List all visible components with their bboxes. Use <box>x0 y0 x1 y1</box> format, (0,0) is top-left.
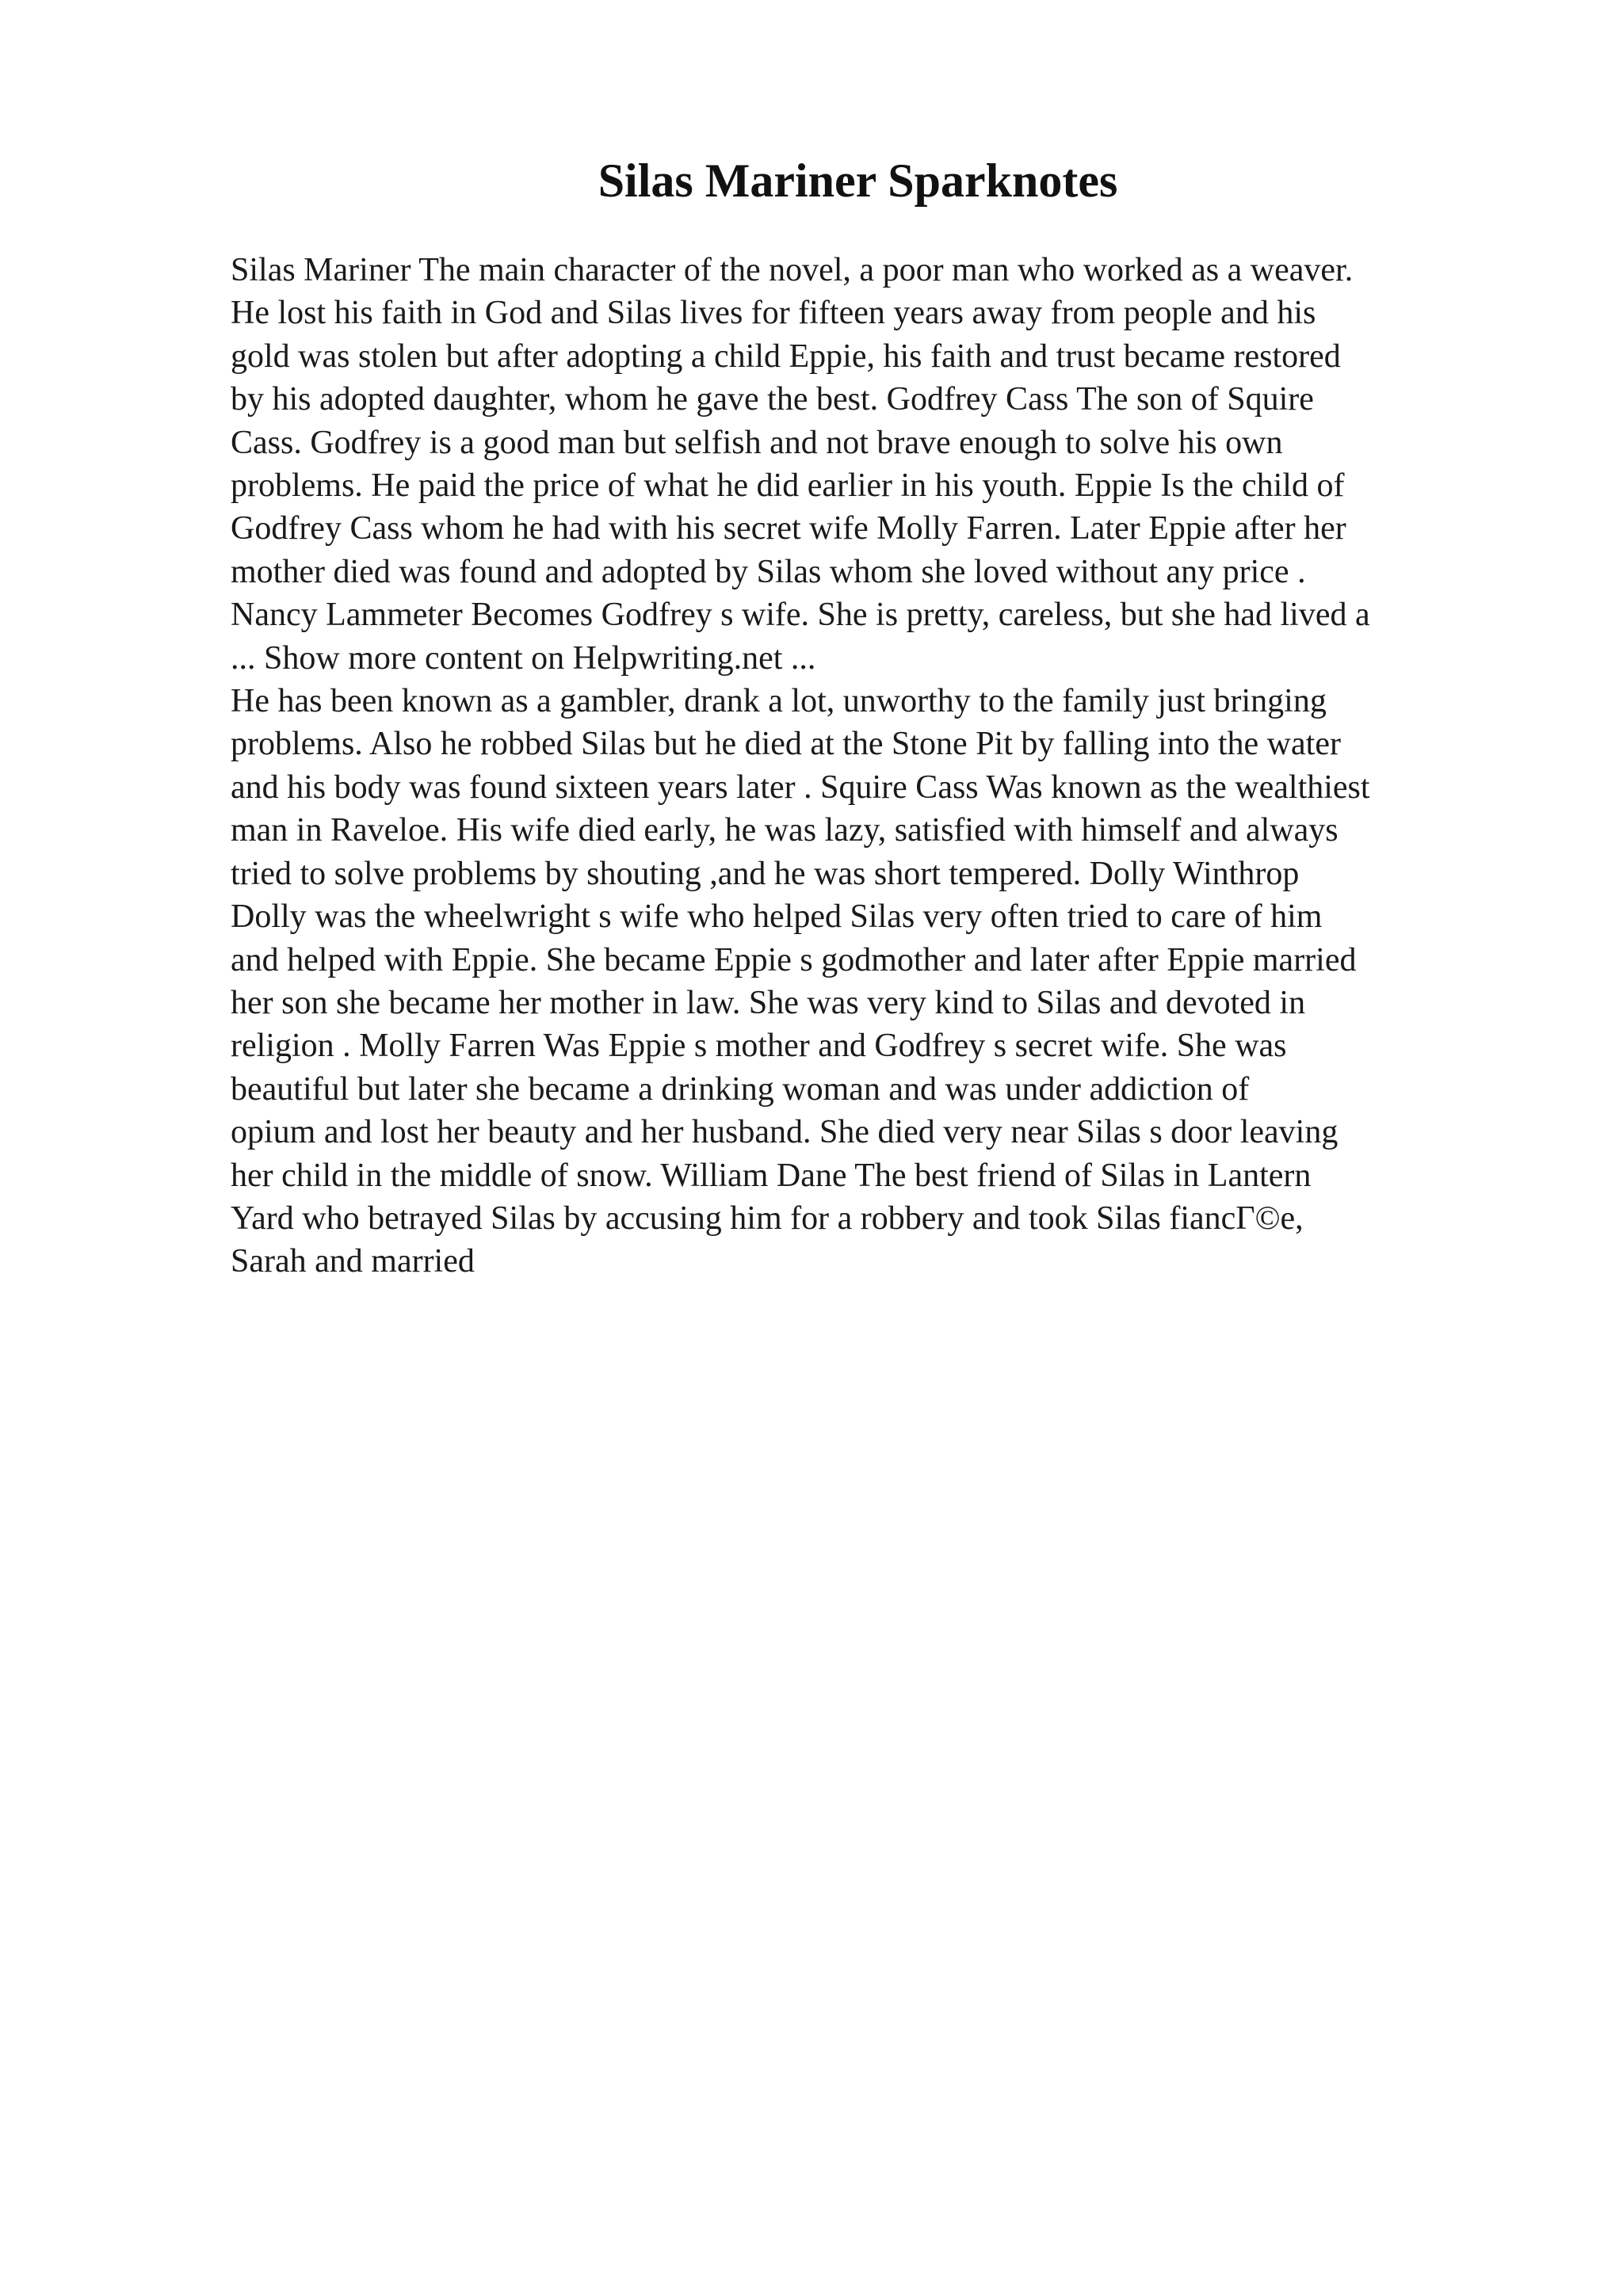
body-line: Cass. Godfrey is a good man but selfish and not brave enough to solve his own <box>231 424 1283 461</box>
body-line: problems. He paid the price of what he did earlier in his youth. Eppie Is the child of <box>231 467 1345 505</box>
body-line: beautiful but later she became a drinking woman and was under addiction of <box>231 1070 1250 1108</box>
body-line: mother died was found and adopted by Silas whom she loved without any price . <box>231 553 1306 590</box>
body-line: He has been known as a gambler, drank a lot, unworthy to the family just bringing <box>231 683 1327 720</box>
document-title: Silas Mariner Sparknotes <box>598 154 1118 207</box>
body-line: man in Raveloe. His wife died early, he was lazy, satisfied with himself and always <box>231 812 1338 849</box>
body-line: tried to solve problems by shouting ,and he was short tempered. Dolly Winthrop <box>231 855 1300 892</box>
body-line: Sarah and married <box>231 1243 475 1280</box>
body-line: her child in the middle of snow. William Dane The best friend of Silas in Lantern <box>231 1157 1312 1194</box>
body-line: problems. Also he robbed Silas but he died at the Stone Pit by falling into the water <box>231 726 1341 763</box>
body-line: her son she became her mother in law. She was very kind to Silas and devoted in <box>231 984 1306 1021</box>
show-more-line: ... Show more content on Helpwriting.net ... <box>231 639 816 677</box>
body-line: opium and lost her beauty and her husband. She died very near Silas s door leaving <box>231 1114 1338 1151</box>
body-line: and helped with Eppie. She became Eppie s godmother and later after Eppie married <box>231 941 1357 978</box>
body-line: He lost his faith in God and Silas lives for fifteen years away from people and his <box>231 295 1316 332</box>
body-line: and his body was found sixteen years later . Squire Cass Was known as the wealthiest <box>231 769 1370 806</box>
body-line: religion . Molly Farren Was Eppie s mother and Godfrey s secret wife. She was <box>231 1028 1287 1065</box>
body-line: Yard who betrayed Silas by accusing him for a robbery and took Silas fiancГ©e, <box>231 1199 1304 1237</box>
body-line: Nancy Lammeter Becomes Godfrey s wife. She is pretty, careless, but she had lived a <box>231 597 1370 634</box>
body-line: gold was stolen but after adopting a child Eppie, his faith and trust became restored <box>231 338 1341 375</box>
body-line: Silas Mariner The main character of the novel, a poor man who worked as a weaver. <box>231 252 1354 288</box>
body-line: by his adopted daughter, whom he gave the best. Godfrey Cass The son of Squire <box>231 381 1314 418</box>
body-line: Dolly was the wheelwright s wife who helped Silas very often tried to care of him <box>231 898 1323 936</box>
document-body <box>231 249 1514 1283</box>
body-line: Godfrey Cass whom he had with his secret wife Molly Farren. Later Eppie after her <box>231 510 1346 547</box>
